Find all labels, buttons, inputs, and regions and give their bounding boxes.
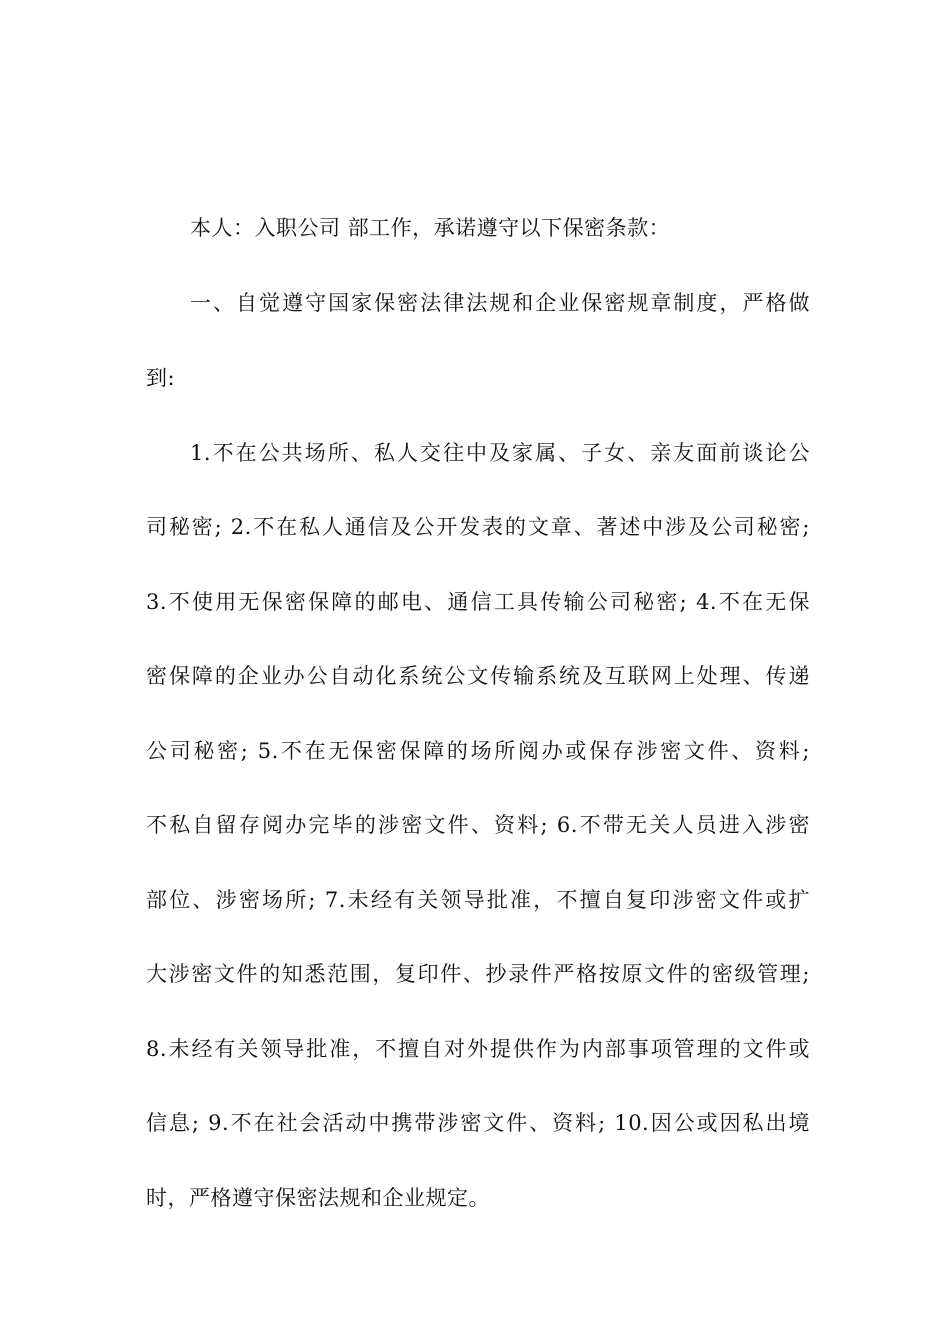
clause-line-4: 密保障的企业办公自动化系统公文传输系统及互联网上处理、传递	[146, 664, 810, 688]
clause-line-8: 大涉密文件的知悉范围，复印件、抄录件严格按原文件的密级管理;	[146, 962, 810, 986]
section-1-line-2: 到:	[146, 366, 176, 390]
clause-line-7: 部位、涉密场所; 7.未经有关领导批准，不擅自复印涉密文件或扩	[146, 888, 810, 912]
clause-line-5: 公司秘密; 5.不在无保密保障的场所阅办或保存涉密文件、资料;	[146, 739, 810, 763]
clause-line-9: 8.未经有关领导批准，不擅自对外提供作为内部事项管理的文件或	[146, 1037, 810, 1061]
intro-line: 本人：入职公司 部工作，承诺遵守以下保密条款：	[190, 216, 671, 240]
clause-line-1: 1.不在公共场所、私人交往中及家属、子女、亲友面前谈论公	[190, 441, 810, 465]
clause-line-10: 信息; 9.不在社会活动中携带涉密文件、资料; 10.因公或因私出境	[146, 1111, 810, 1135]
section-1-line-1: 一、自觉遵守国家保密法律法规和企业保密规章制度，严格做	[190, 291, 810, 315]
clause-line-2: 司秘密; 2.不在私人通信及公开发表的文章、著述中涉及公司秘密;	[146, 515, 810, 539]
clause-line-3: 3.不使用无保密保障的邮电、通信工具传输公司秘密; 4.不在无保	[146, 590, 810, 614]
clause-line-6: 不私自留存阅办完毕的涉密文件、资料; 6.不带无关人员进入涉密	[146, 813, 810, 837]
clause-line-11: 时，严格遵守保密法规和企业规定。	[146, 1186, 490, 1210]
